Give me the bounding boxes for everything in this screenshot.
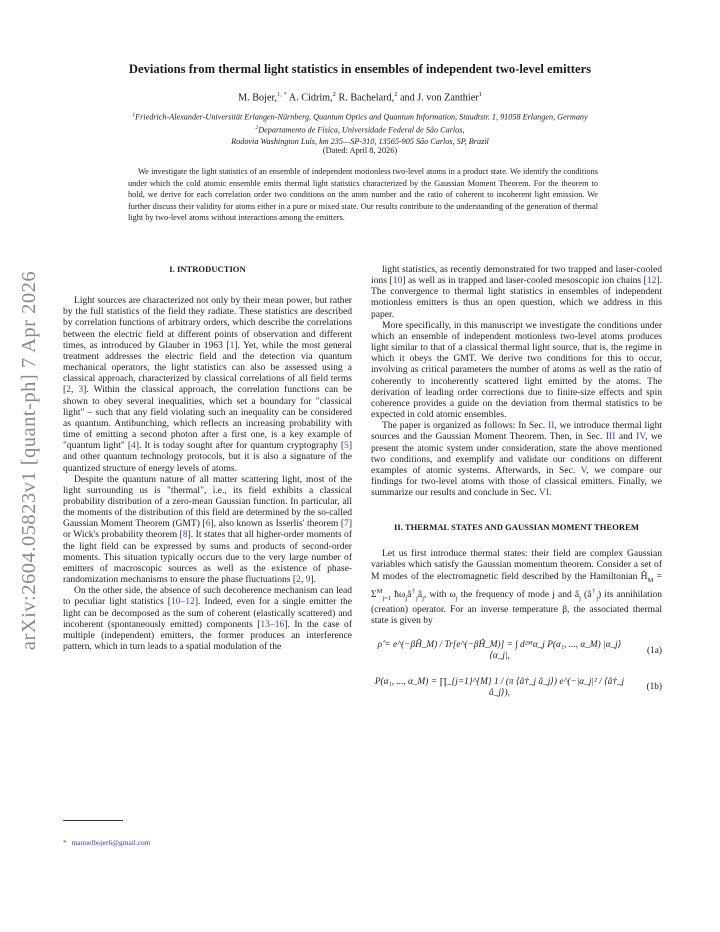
abstract: We investigate the light statistics of an ensemble of independent motionless two-level atoms in a product state. We identify the conditions under which the cold atomic ensemble emits thermal light statistics characterized by the Gaussian Moment Theorem. For the theorem to hold, we derive for each correlation order two conditions on the atom number and the ratio of coherent to incoherent light emission. We further discuss their validity for atoms either in a pure or mixed state. Our results contribute to the understanding of the generation of thermal light by two-level atoms without interactions among the emitters. <box>128 167 598 223</box>
text-run: Light sources are characterized not only by their mean power, but rather by the full statistics of the field they radiate. These statistics are described by correlation functions of arbitrary orders, which describe the correlations between the electric field at different points of observation and different times, as introduced by Glauber in 1963 [ <box>63 295 352 351</box>
text-run: ] as well as in trapped and laser-cooled mesoscopic ion chains [ <box>402 275 647 287</box>
paragraph <box>371 420 662 498</box>
text-run: ]. Indeed, even for a single emitter the light can be decomposed as the sum of coherent (elastically scattered) and incoherent (spontaneously emitted) components [ <box>63 596 352 630</box>
text-run: ]. In the case of multiple (independent) emitters, the former produces an interference pattern, which in turn leads to a spatial modulation of the <box>63 618 352 652</box>
citation-link[interactable]: 8 <box>182 529 188 541</box>
text-run: light statistics, as recently demonstrated for two trapped and laser-cooled ions [ <box>371 264 662 287</box>
equation-block <box>371 640 662 699</box>
text-run: ħω <box>391 588 406 600</box>
text-run: , we present the atomic system under consideration, state the above mentioned two conditions, and exemplify and validate our conditions on different examples of atomic systems. Afterwards, in Sec. <box>371 431 662 476</box>
subscript: j <box>416 594 418 602</box>
right-column <box>371 264 662 707</box>
text-run: , with ω <box>423 588 456 600</box>
footnote-mark: * <box>63 838 67 847</box>
text-run: ]. The convergence to thermal light statistics in ensembles of independent motionless emitters is thus an open question, which we address in this paper. <box>371 275 662 320</box>
paragraph <box>63 585 352 652</box>
arxiv-identifier <box>0 250 60 670</box>
author-affiliation-mark: 2 <box>332 91 336 98</box>
section-heading-introduction: I. INTRODUCTION <box>169 264 246 274</box>
equation <box>371 677 662 699</box>
superscript: † <box>591 587 597 595</box>
author-name: R. Bachelard, <box>338 92 395 104</box>
citation-link[interactable]: 10 <box>392 275 403 287</box>
author-list <box>60 91 660 103</box>
text-run: , we introduce thermal light sources and the Gaussian Moment Theorem. Then, in Sec. <box>371 420 663 443</box>
text-run: ] and other quantum technology protocols, but it is also a signature of the quantized structure of energy levels of atoms. <box>63 440 352 474</box>
citation-link[interactable]: 4 <box>131 440 136 452</box>
text-run: ]. Yet, while the most general treatment addresses the electric field and the detection via quantum mechanical operators, the light statistics can also be assessed using a classical approach, characterized by classical correlations of all field terms [ <box>63 339 352 396</box>
text-run: ]. It is today sought after for quantum cryptography [ <box>135 440 345 452</box>
subscript: j=1 <box>382 594 392 602</box>
citation-link[interactable]: 9 <box>305 574 311 586</box>
text-run: , we compare our findings for two-level atoms with those of classical emitters. Finally, we summarize our results and conclude in Sec. <box>371 464 662 499</box>
subscript: j <box>422 594 424 602</box>
text-run: ]. <box>310 574 316 586</box>
text-run: Let us first introduce thermal states: their field are complex Gaussian variables which satisfy the Gaussian momentum theorem. Consider a set of M modes of the electromagnetic field described by the Hamiltonian Ĥ <box>371 548 662 582</box>
affiliation-text: Departamento de Física, Universidade Federal de São Carlos, <box>258 125 465 135</box>
affiliation-mark: 2 <box>255 125 259 132</box>
author-name: and J. von Zanthier <box>399 92 479 104</box>
footnote <box>63 838 150 847</box>
paragraph <box>371 320 662 420</box>
citation-link[interactable]: 2 <box>296 574 301 586</box>
author-affiliation-mark: 2 <box>394 91 398 98</box>
subscript: j <box>455 594 458 602</box>
subscript: j <box>596 594 598 602</box>
equation-body: ρ̂ = e^(−βĤ_M) / Tr[e^(−βĤ_M)] = ∫ d²ᴹα_j P(α₁, ..., α_M) |α_j⟩⟨α_j|, <box>377 640 622 662</box>
paragraph <box>371 264 662 320</box>
affiliation-text: Rodovia Washington Luís, km 235—SP-310, 13565-905 São Carlos, SP, Brazil <box>231 137 489 147</box>
text-run: ], also known as Isserlis' theorem [ <box>210 518 345 530</box>
equation-body: P(α₁, ..., α_M) = ∏_{j=1}^{M} 1 / (π ⟨â†_j â_j⟩) e^(−|α_j|² / ⟨â†_j â_j⟩), <box>374 676 625 698</box>
author-affiliation-mark: 1, * <box>277 91 287 98</box>
affiliation-line <box>60 110 660 123</box>
citation-link[interactable]: 7 <box>344 518 349 530</box>
email-link[interactable]: manuelbojer6@gmail.com <box>71 838 151 847</box>
affiliations <box>60 110 660 148</box>
date-line: (Dated: April 8, 2026) <box>322 146 398 155</box>
equation <box>371 640 662 662</box>
text-run: the frequency of mode j and â <box>457 588 580 600</box>
author-affiliation-mark: 1 <box>478 91 482 98</box>
citation-link[interactable]: 3 <box>78 384 84 396</box>
thermal-states-body <box>371 548 662 626</box>
text-run: More specifically, in this manuscript we investigate the conditions under which an ensemble of independent motionless two-level atoms produces light similar to that of a classical thermal light source, that is, the regime in which it obeys the GMT. We derive two conditions for this to occur, involving as critical parameters the number of atoms as well as the ratio of coherently to incoherently scattered light emitted by the atoms. The derivation of leading order corrections due to finite-size effects and spin coherence provides a guide on the deviation from thermal statistics to be expected in cold atomic ensembles. <box>371 319 662 421</box>
equation-number: (1b) <box>646 682 662 693</box>
superscript: † <box>411 587 417 595</box>
citation-link[interactable]: 10–12 <box>170 596 195 608</box>
text-run: Despite the quantum nature of all matter scattering light, most of the light surrounding us is "thermal", i.e., its field exhibits a classical probability distribution of a zero-mean Gaussian function. In particular, all the moments of the distribution of this field are determined by the so-called Gaussian Moment Theorem (GMT) [ <box>63 473 352 530</box>
text-run: The paper is organized as follows: In Sec. <box>382 420 549 432</box>
arxiv-identifier-text: arXiv:2604.05823v1 [quant-ph] 7 Apr 2026 <box>18 270 41 650</box>
left-column <box>63 264 352 652</box>
text-run: (â <box>580 588 592 600</box>
citation-link[interactable]: 2 <box>66 384 71 396</box>
text-run: , <box>70 384 79 396</box>
citation-link[interactable]: VI <box>538 487 549 499</box>
paragraph <box>371 548 662 626</box>
equation-number: (1a) <box>647 645 662 656</box>
text-run: â <box>417 588 423 600</box>
affiliation-text: Friedrich-Alexander-Universität Erlangen-Nürnberg, Quantum Optics and Quantum Information, Staudtstr. 1, 91058 Erlangen, Germany <box>135 112 588 122</box>
citation-link[interactable]: 13–16 <box>260 618 285 630</box>
superscript: M <box>376 587 383 595</box>
author-name: M. Bojer, <box>238 92 278 104</box>
text-run: ) its annihilation (creation) operator. For an inverse temperature β, the associated thermal state is given by <box>371 588 663 627</box>
subscript: j <box>579 594 581 602</box>
author-name: A. Cidrim, <box>288 92 333 104</box>
text-run: . <box>549 487 552 499</box>
subscript: M <box>647 576 654 584</box>
citation-link[interactable]: 12 <box>646 275 657 287</box>
subscript: j <box>405 594 408 602</box>
text-run: On the other side, the absence of such decoherence mechanism can lead to peculiar light statistics [ <box>63 585 352 608</box>
footnote-rule <box>63 820 123 821</box>
paragraph <box>63 474 352 586</box>
citation-link[interactable]: III <box>605 431 616 443</box>
citation-link[interactable]: V <box>580 464 587 476</box>
text-run: ]. Within the classical approach, the correlation functions can be shown to obey several inequalities, which set a boundary for "classical light" – such that any field violating such an inequality can be considered as quantum. Antibunching, which reflects an increasing probability with time of emitting a second photon after a first one, is a key example of "quantum light" [ <box>63 384 352 452</box>
section-heading-thermal-states: II. THERMAL STATES AND GAUSSIAN MOMENT THEOREM <box>394 522 639 533</box>
text-run: ]. It states that all higher-order moments of the light field can be expressed by sums and products of second-order moments. This situation typically occurs due to the very large number of emitters of macroscopic sources as well as the existence of phase-randomization mechanisms to ensure the phase fluctuations [ <box>63 529 352 586</box>
text-run: and <box>615 431 637 443</box>
citation-link[interactable]: II <box>548 420 555 432</box>
text-run: = Σ <box>371 570 662 600</box>
affiliation-mark: 1 <box>132 112 136 118</box>
text-run: â <box>407 588 412 600</box>
introduction-body-continued <box>371 264 662 498</box>
paper-title: Deviations from thermal light statistics in ensembles of independent two-level emitters <box>128 62 592 76</box>
citation-link[interactable]: 5 <box>344 440 349 452</box>
text-run: ] or Wick's probability theorem [ <box>63 518 352 541</box>
citation-link[interactable]: IV <box>636 431 645 443</box>
citation-link[interactable]: 6 <box>205 518 211 530</box>
text-run: , <box>300 574 306 586</box>
introduction-body <box>63 295 352 652</box>
paragraph <box>63 295 352 474</box>
citation-link[interactable]: 1 <box>229 339 235 351</box>
affiliation-line <box>60 123 660 136</box>
